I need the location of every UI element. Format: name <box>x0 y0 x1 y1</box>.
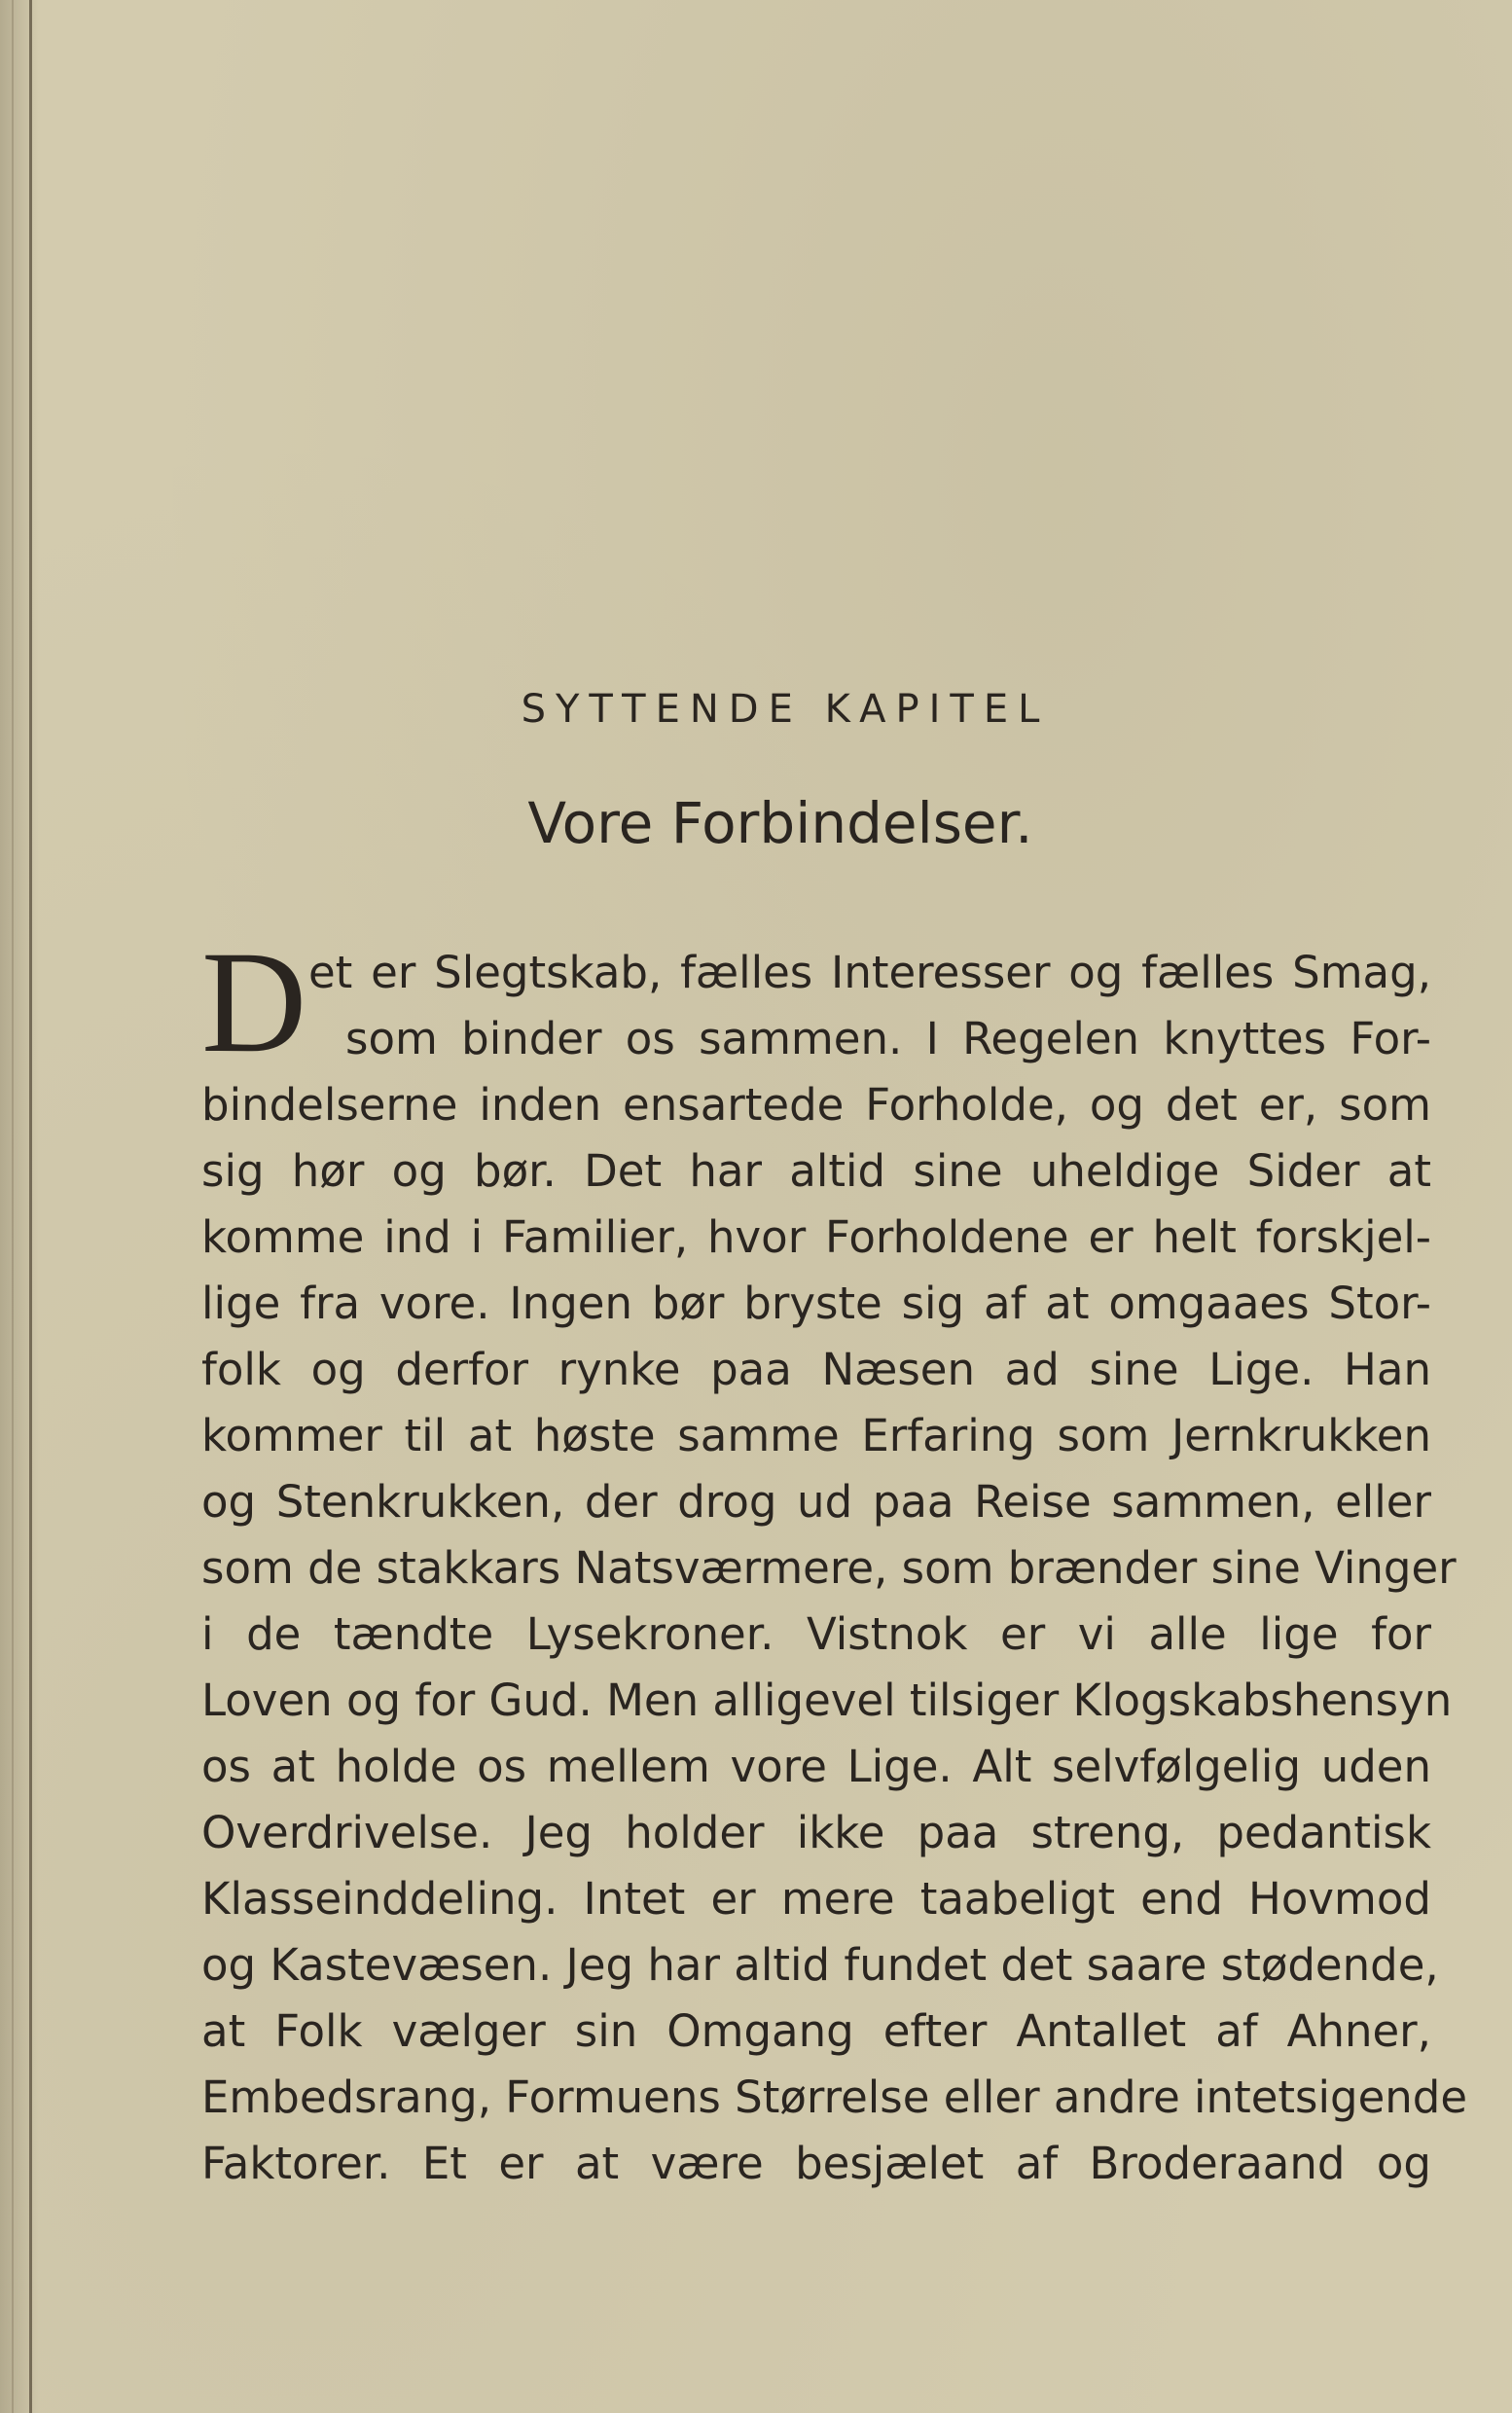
text-line: som binder os sammen. I Regelen knyttes For- <box>345 1013 1431 1064</box>
page-edge-shadow <box>12 0 14 2413</box>
page-gutter-line <box>29 0 32 2413</box>
text-line: Faktorer. Et er at være besjælet af Broderaand og <box>201 2138 1431 2189</box>
opening-lines <box>201 921 1431 1083</box>
text-line: som de stakkars Natsværmere, som brænder sine Vinger <box>201 1542 1457 1594</box>
text-line: sig hør og bør. Det har altid sine uheldige Sider at <box>201 1145 1431 1197</box>
drop-cap: D <box>201 921 307 1083</box>
text-line: os at holde os mellem vore Lige. Alt selvfølgelig uden <box>201 1741 1431 1792</box>
text-line: et er Slegtskab, fælles Interesser og fælles Smag, <box>308 947 1431 998</box>
text-line: lige fra vore. Ingen bør bryste sig af at omgaaes Stor- <box>201 1278 1431 1329</box>
chapter-title: Vore Forbindelser. <box>527 790 1033 856</box>
chapter-heading: SYTTENDE KAPITEL <box>521 687 1050 732</box>
text-line: Klasseinddeling. Intet er mere taabeligt end Hovmod <box>201 1873 1431 1925</box>
text-line: i de tændte Lysekroner. Vistnok er vi alle lige for <box>201 1608 1431 1660</box>
text-line: og Stenkrukken, der drog ud paa Reise sammen, eller <box>201 1476 1431 1528</box>
text-line: komme ind i Familier, hvor Forholdene er helt forskjel- <box>201 1211 1431 1263</box>
text-line: at Folk vælger sin Omgang efter Antallet af Ahner, <box>201 2005 1431 2057</box>
text-line: og Kastevæsen. Jeg har altid fundet det saare stødende, <box>201 1939 1439 1991</box>
text-line: Overdrivelse. Jeg holder ikke paa streng, pedantisk <box>201 1807 1431 1858</box>
text-line: Loven og for Gud. Men alligevel tilsiger Klogskabshensyn <box>201 1675 1453 1726</box>
text-line: bindelserne inden ensartede Forholde, og det er, som <box>201 1079 1431 1131</box>
text-line: folk og derfor rynke paa Næsen ad sine Lige. Han <box>201 1344 1431 1395</box>
text-line: Embedsrang, Formuens Størrelse eller andre intetsigende <box>201 2071 1468 2123</box>
body-text <box>201 921 1468 2197</box>
text-line: kommer til at høste samme Erfaring som Jernkrukken <box>201 1410 1431 1461</box>
